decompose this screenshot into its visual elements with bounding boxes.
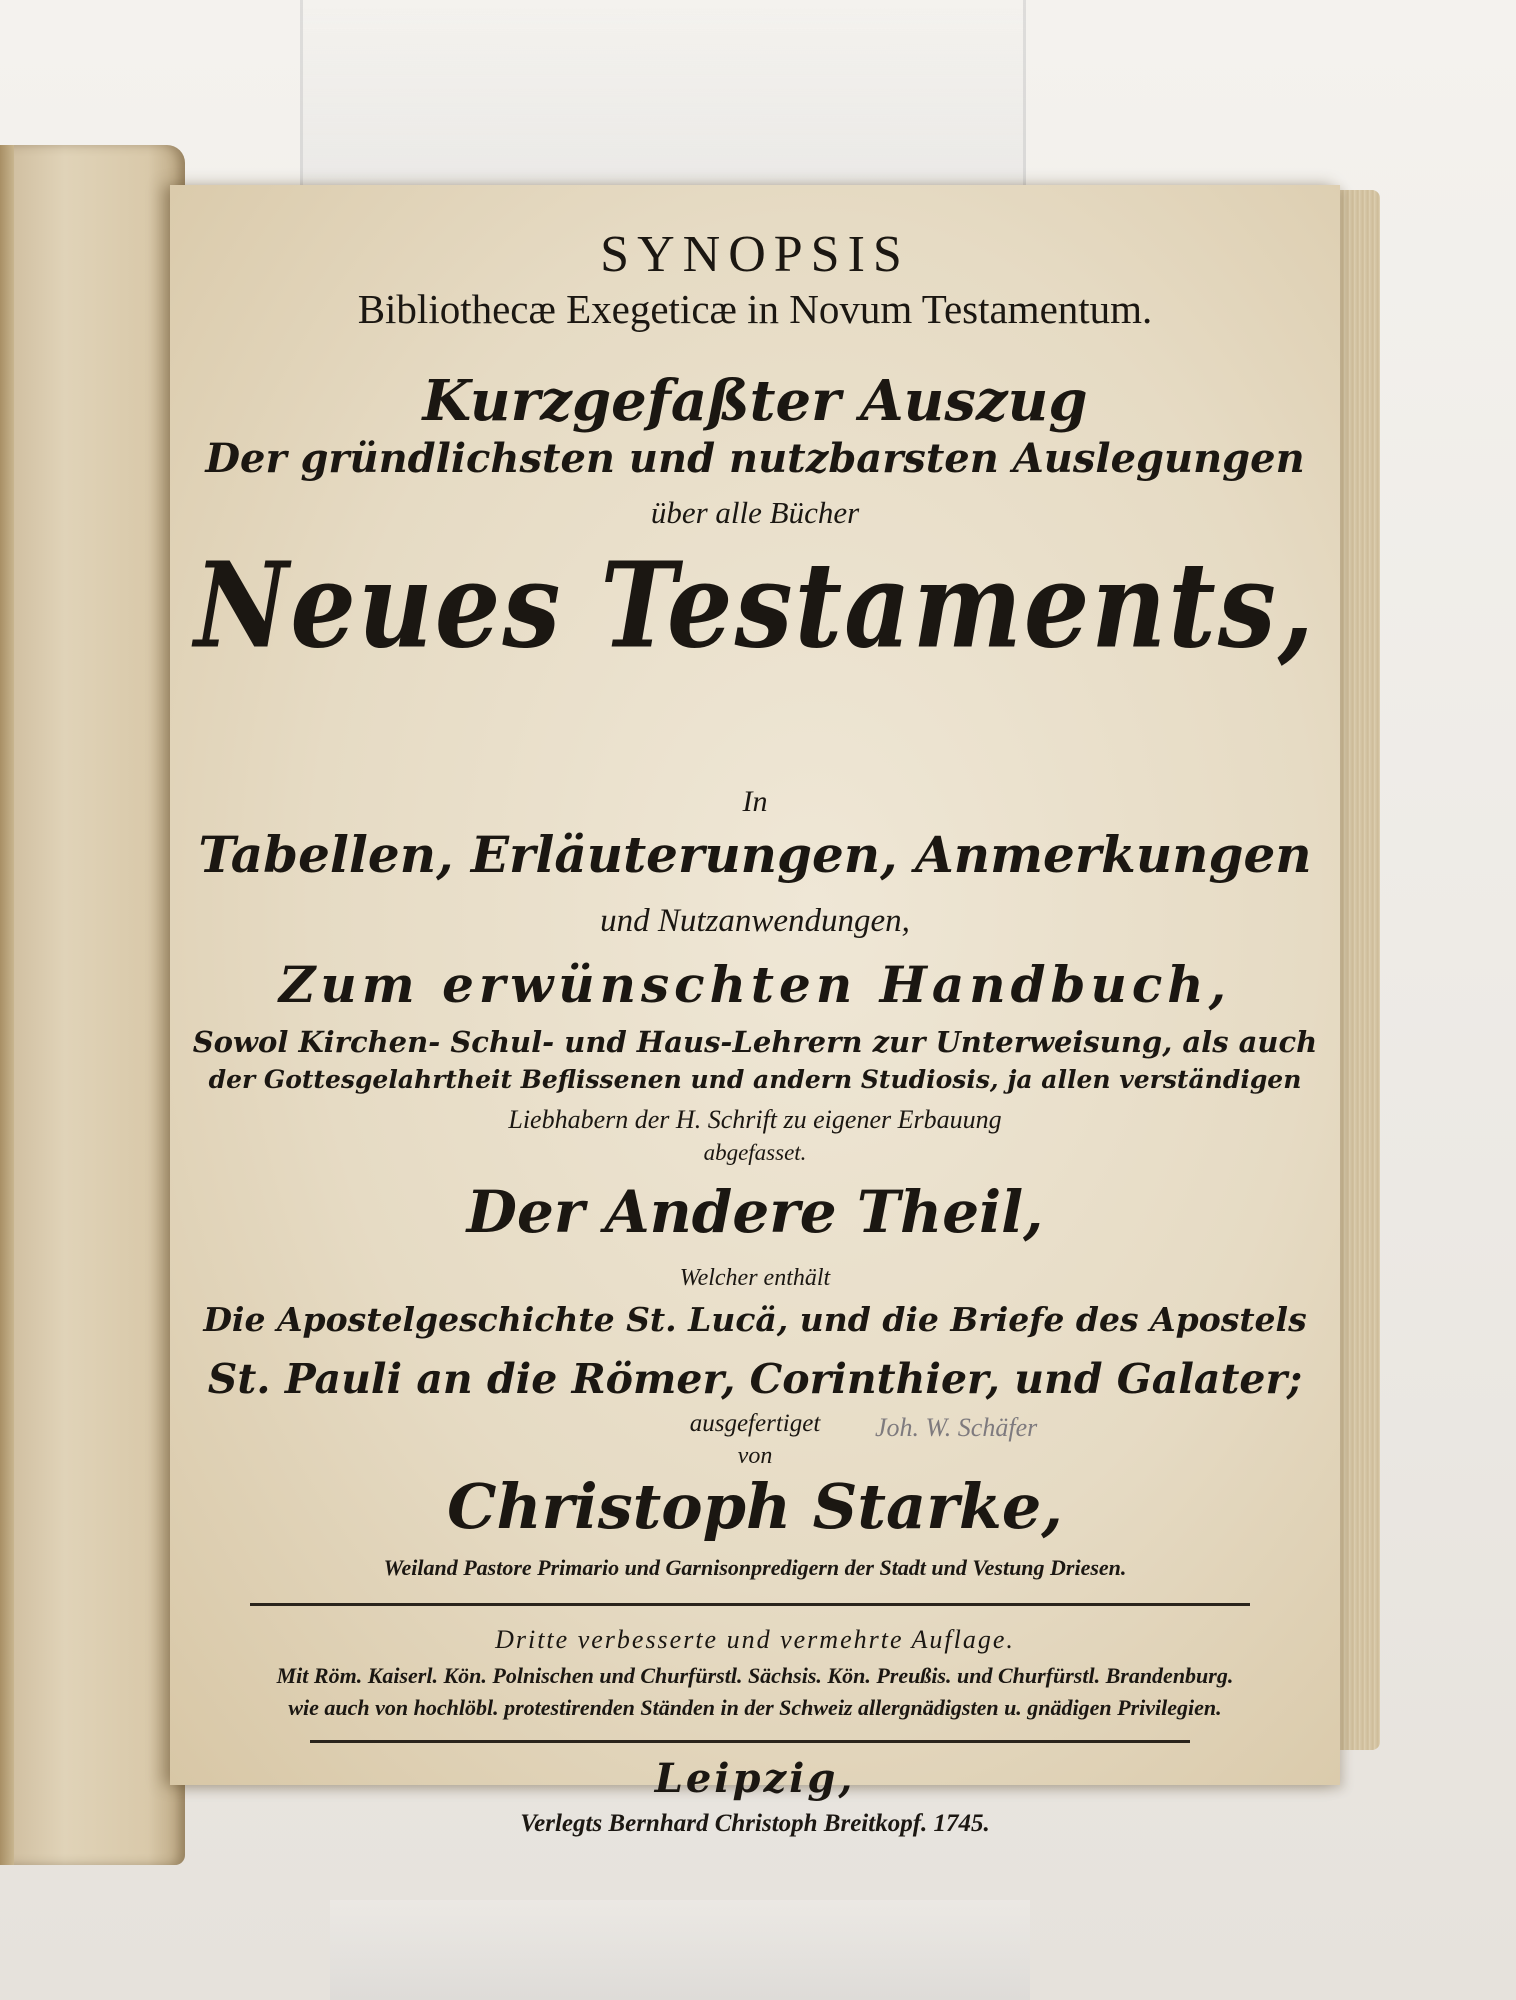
abgefasset-line: abgefasset.: [703, 1140, 807, 1165]
edition-line: Dritte verbesserte und vermehrte Auflage.: [495, 1625, 1015, 1654]
ueber-line: über alle Bücher: [650, 495, 860, 530]
nutzanwendungen-line: und Nutzanwendungen,: [600, 903, 910, 939]
divider-rule: [250, 1603, 1250, 1606]
privilege-line-1: Mit Röm. Kaiserl. Kön. Polnischen und Churfürstl. Sächsis. Kön. Preußis. und Churfürstl. Brandenburg.: [276, 1663, 1234, 1688]
ownership-stamp: Joh. W. Schäfer: [875, 1413, 1038, 1442]
display-stand: [300, 0, 1026, 190]
left-page-edge: [0, 145, 14, 1865]
left-page: [0, 145, 185, 1865]
apostelgeschichte-line: Die Apostelgeschichte St. Lucä, und die Briefe des Apostels: [203, 1300, 1307, 1339]
divider-rule-2: [310, 1740, 1190, 1743]
andere-theil-heading: Der Andere Theil,: [466, 1178, 1044, 1246]
gottes-line: der Gottesgelahrtheit Beflissenen und andern Studiosis, ja allen verständigen: [208, 1065, 1302, 1094]
in-line: In: [742, 785, 768, 818]
auslegungen-line: Der gründlichsten und nutzbarsten Auslegungen: [205, 435, 1305, 482]
author-title: Weiland Pastore Primario und Garnisonpredigern der Stadt und Vestung Driesen.: [383, 1555, 1127, 1580]
main-title: Neues Testaments,: [194, 535, 1316, 676]
sowol-line: Sowol Kirchen- Schul- und Haus-Lehrern zur Unterweisung, als auch: [192, 1025, 1318, 1059]
tabellen-line: Tabellen, Erläuterungen, Anmerkungen: [198, 825, 1312, 884]
welcher-line: Welcher enthält: [679, 1265, 831, 1291]
title-page: [170, 185, 1340, 1837]
pauli-line: St. Pauli an die Römer, Corinthier, und Galater;: [207, 1355, 1303, 1403]
latin-subtitle: Bibliothecæ Exegeticæ in Novum Testamentum.: [357, 286, 1153, 332]
von-line: von: [737, 1443, 773, 1469]
ausgefertiget-line: ausgefertiget: [689, 1410, 821, 1437]
kurzgefasster-heading: Kurzgefaßter Auszug: [422, 368, 1088, 434]
display-stand-base: [330, 1900, 1030, 2000]
place-of-publication: Leipzig,: [654, 1755, 856, 1802]
handbuch-line: Zum erwünschten Handbuch,: [278, 955, 1232, 1014]
liebhabern-line: Liebhabern der H. Schrift zu eigener Erbauung: [508, 1105, 1002, 1134]
privilege-line-2: wie auch von hochlöbl. protestirenden Ständen in der Schweiz allergnädigsten u. gnädigen Privilegien.: [288, 1695, 1222, 1720]
synopsis-heading: SYNOPSIS: [600, 226, 910, 283]
author-name: Christoph Starke,: [447, 1470, 1063, 1543]
publisher-line: Verlegts Bernhard Christoph Breitkopf. 1745.: [520, 1810, 990, 1837]
